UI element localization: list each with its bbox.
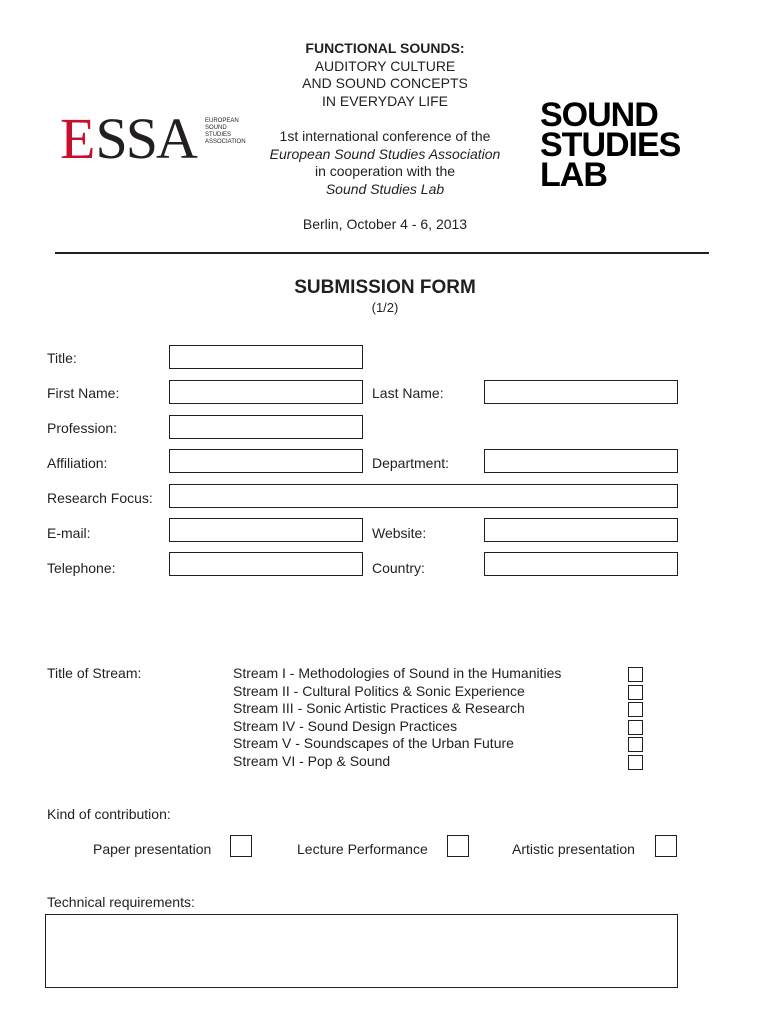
lab-name: Sound Studies Lab bbox=[325, 181, 445, 197]
form-title: SUBMISSION FORM bbox=[294, 277, 476, 298]
department-label: Department: bbox=[372, 455, 450, 471]
stream-option-1: Stream I - Methodologies of Sound in the Humanities bbox=[233, 665, 562, 681]
stream-option-4: Stream IV - Sound Design Practices bbox=[233, 718, 458, 734]
stream-option-3: Stream III - Sonic Artistic Practices & Research bbox=[233, 700, 525, 716]
title-input[interactable] bbox=[169, 345, 363, 369]
affiliation-label: Affiliation: bbox=[47, 455, 108, 471]
paper-presentation-label: Paper presentation bbox=[93, 841, 212, 857]
cooperation-line: in cooperation with the bbox=[314, 163, 456, 179]
department-input[interactable] bbox=[484, 449, 678, 473]
stream-5-checkbox[interactable] bbox=[628, 737, 643, 752]
email-label: E-mail: bbox=[47, 525, 91, 541]
stream-option-6: Stream VI - Pop & Sound bbox=[233, 753, 391, 769]
research-focus-label: Research Focus: bbox=[47, 490, 153, 506]
website-input[interactable] bbox=[484, 518, 678, 542]
country-label: Country: bbox=[372, 560, 425, 576]
telephone-input[interactable] bbox=[169, 552, 363, 576]
lecture-performance-label: Lecture Performance bbox=[297, 841, 428, 857]
last-name-input[interactable] bbox=[484, 380, 678, 404]
technical-requirements-label: Technical requirements: bbox=[47, 894, 195, 910]
association-name: European Sound Studies Association bbox=[269, 146, 501, 162]
first-name-input[interactable] bbox=[169, 380, 363, 404]
conference-line: 1st international conference of the bbox=[279, 128, 491, 144]
sound-studies-lab-logo: SOUND STUDIES LAB bbox=[540, 96, 681, 194]
stream-6-checkbox[interactable] bbox=[628, 755, 643, 770]
stream-option-2: Stream II - Cultural Politics & Sonic Experience bbox=[233, 683, 525, 699]
affiliation-input[interactable] bbox=[169, 449, 363, 473]
header-title-2: AUDITORY CULTURE bbox=[314, 58, 456, 74]
place-date: Berlin, October 4 - 6, 2013 bbox=[302, 216, 468, 232]
stream-1-checkbox[interactable] bbox=[628, 667, 643, 682]
page-indicator: (1/2) bbox=[371, 300, 399, 315]
header-title-4: IN EVERYDAY LIFE bbox=[321, 93, 449, 109]
stream-3-checkbox[interactable] bbox=[628, 702, 643, 717]
contribution-label: Kind of contribution: bbox=[47, 806, 171, 822]
telephone-label: Telephone: bbox=[47, 560, 116, 576]
header-divider bbox=[55, 252, 709, 254]
website-label: Website: bbox=[372, 525, 427, 541]
title-label: Title: bbox=[47, 350, 77, 366]
technical-requirements-textarea[interactable] bbox=[45, 914, 678, 988]
stream-2-checkbox[interactable] bbox=[628, 685, 643, 700]
paper-presentation-checkbox[interactable] bbox=[230, 835, 252, 857]
artistic-presentation-checkbox[interactable] bbox=[655, 835, 677, 857]
profession-label: Profession: bbox=[47, 420, 118, 436]
research-focus-input[interactable] bbox=[169, 484, 678, 508]
header-title-1: FUNCTIONAL SOUNDS: bbox=[305, 40, 465, 56]
email-input[interactable] bbox=[169, 518, 363, 542]
last-name-label: Last Name: bbox=[372, 385, 444, 401]
stream-4-checkbox[interactable] bbox=[628, 720, 643, 735]
header-title-3: AND SOUND CONCEPTS bbox=[302, 75, 468, 91]
stream-option-5: Stream V - Soundscapes of the Urban Future bbox=[233, 735, 514, 751]
profession-input[interactable] bbox=[169, 415, 363, 439]
country-input[interactable] bbox=[484, 552, 678, 576]
lecture-performance-checkbox[interactable] bbox=[447, 835, 469, 857]
essa-logo: ESSA EUROPEAN SOUND STUDIES ASSOCIATION bbox=[60, 106, 246, 171]
artistic-presentation-label: Artistic presentation bbox=[512, 841, 635, 857]
stream-label: Title of Stream: bbox=[47, 665, 142, 681]
first-name-label: First Name: bbox=[47, 385, 120, 401]
